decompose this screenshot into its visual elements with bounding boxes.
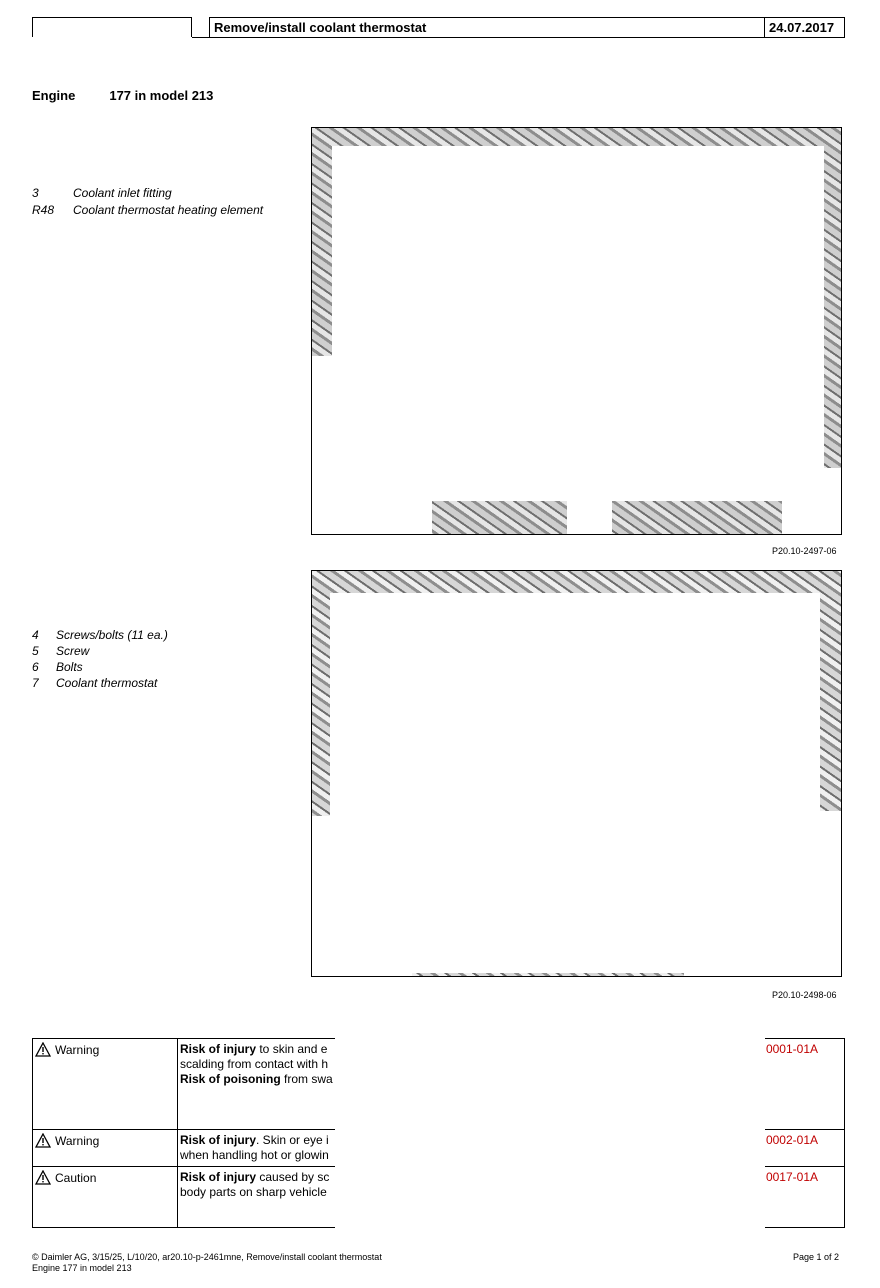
safety-code[interactable]: 0002-01A: [746, 1130, 845, 1167]
safety-text-span: from swa: [280, 1072, 333, 1086]
document-title: Remove/install coolant thermostat: [209, 17, 765, 38]
figure1-code: P20.10-2497-06: [772, 546, 837, 556]
figure1-image: [311, 127, 842, 535]
safety-type: Warning: [55, 1043, 100, 1057]
safety-emphasis: Risk of injury: [180, 1170, 257, 1184]
legend-key: 7: [32, 676, 39, 690]
legend-item: [32, 202, 263, 218]
header-rule: [192, 37, 210, 38]
legend-key: 5: [32, 644, 39, 658]
safety-type: Caution: [55, 1171, 97, 1185]
legend-key: 6: [32, 660, 39, 674]
figure2-legend: [32, 627, 168, 691]
redaction-mask: [335, 1038, 765, 1228]
legend-text: Coolant thermostat heating element: [73, 203, 264, 217]
legend-item: [32, 185, 263, 201]
legend-item: [32, 675, 168, 691]
legend-item: [32, 659, 168, 675]
header-blank-cell: [32, 17, 192, 37]
page-number: Page 1 of 2: [793, 1252, 840, 1262]
engine-value: 177 in model 213: [109, 88, 214, 103]
legend-key: R48: [32, 203, 55, 217]
engine-line: [32, 88, 213, 103]
safety-text-span: caused by sc: [256, 1170, 330, 1184]
safety-text-span: when handling hot or glowin: [180, 1148, 329, 1162]
safety-text-span: . Skin or eye i: [256, 1133, 329, 1147]
safety-type: Warning: [55, 1134, 100, 1148]
safety-text-span: body parts on sharp vehicle: [180, 1185, 327, 1199]
legend-text: Bolts: [56, 660, 83, 674]
figure1-legend: [32, 185, 263, 218]
legend-key: 3: [32, 186, 39, 200]
engine-label: Engine: [32, 88, 76, 103]
legend-text: Screws/bolts (11 ea.): [56, 628, 168, 642]
legend-text: Screw: [56, 644, 90, 658]
safety-text-span: scalding from contact with h: [180, 1057, 329, 1071]
warning-triangle-icon: [35, 1042, 51, 1057]
figure2-code: P20.10-2498-06: [772, 990, 837, 1000]
safety-emphasis: Risk of injury: [180, 1133, 257, 1147]
figure2-image: [311, 570, 842, 977]
safety-emphasis: Risk of poisoning: [180, 1072, 281, 1086]
footer-copyright: © Daimler AG, 3/15/25, L/10/20, ar20.10-p-2461mne, Remove/install coolant thermostat: [32, 1252, 382, 1262]
safety-code[interactable]: 0017-01A: [746, 1167, 845, 1228]
legend-item: [32, 627, 168, 643]
safety-emphasis: Risk of injury: [180, 1042, 257, 1056]
safety-type-cell: [33, 1039, 178, 1130]
warning-triangle-icon: [35, 1133, 51, 1148]
footer: [32, 1252, 382, 1274]
safety-code[interactable]: 0001-01A: [746, 1039, 845, 1130]
legend-text: Coolant thermostat: [56, 676, 158, 690]
caution-triangle-icon: [35, 1170, 51, 1185]
legend-text: Coolant inlet fitting: [73, 186, 172, 200]
safety-text-span: to skin and e: [256, 1042, 328, 1056]
safety-type-cell: [33, 1167, 178, 1228]
footer-engine: Engine 177 in model 213: [32, 1263, 132, 1273]
safety-type-cell: [33, 1130, 178, 1167]
document-date: 24.07.2017: [764, 17, 845, 38]
legend-key: 4: [32, 628, 39, 642]
legend-item: [32, 643, 168, 659]
